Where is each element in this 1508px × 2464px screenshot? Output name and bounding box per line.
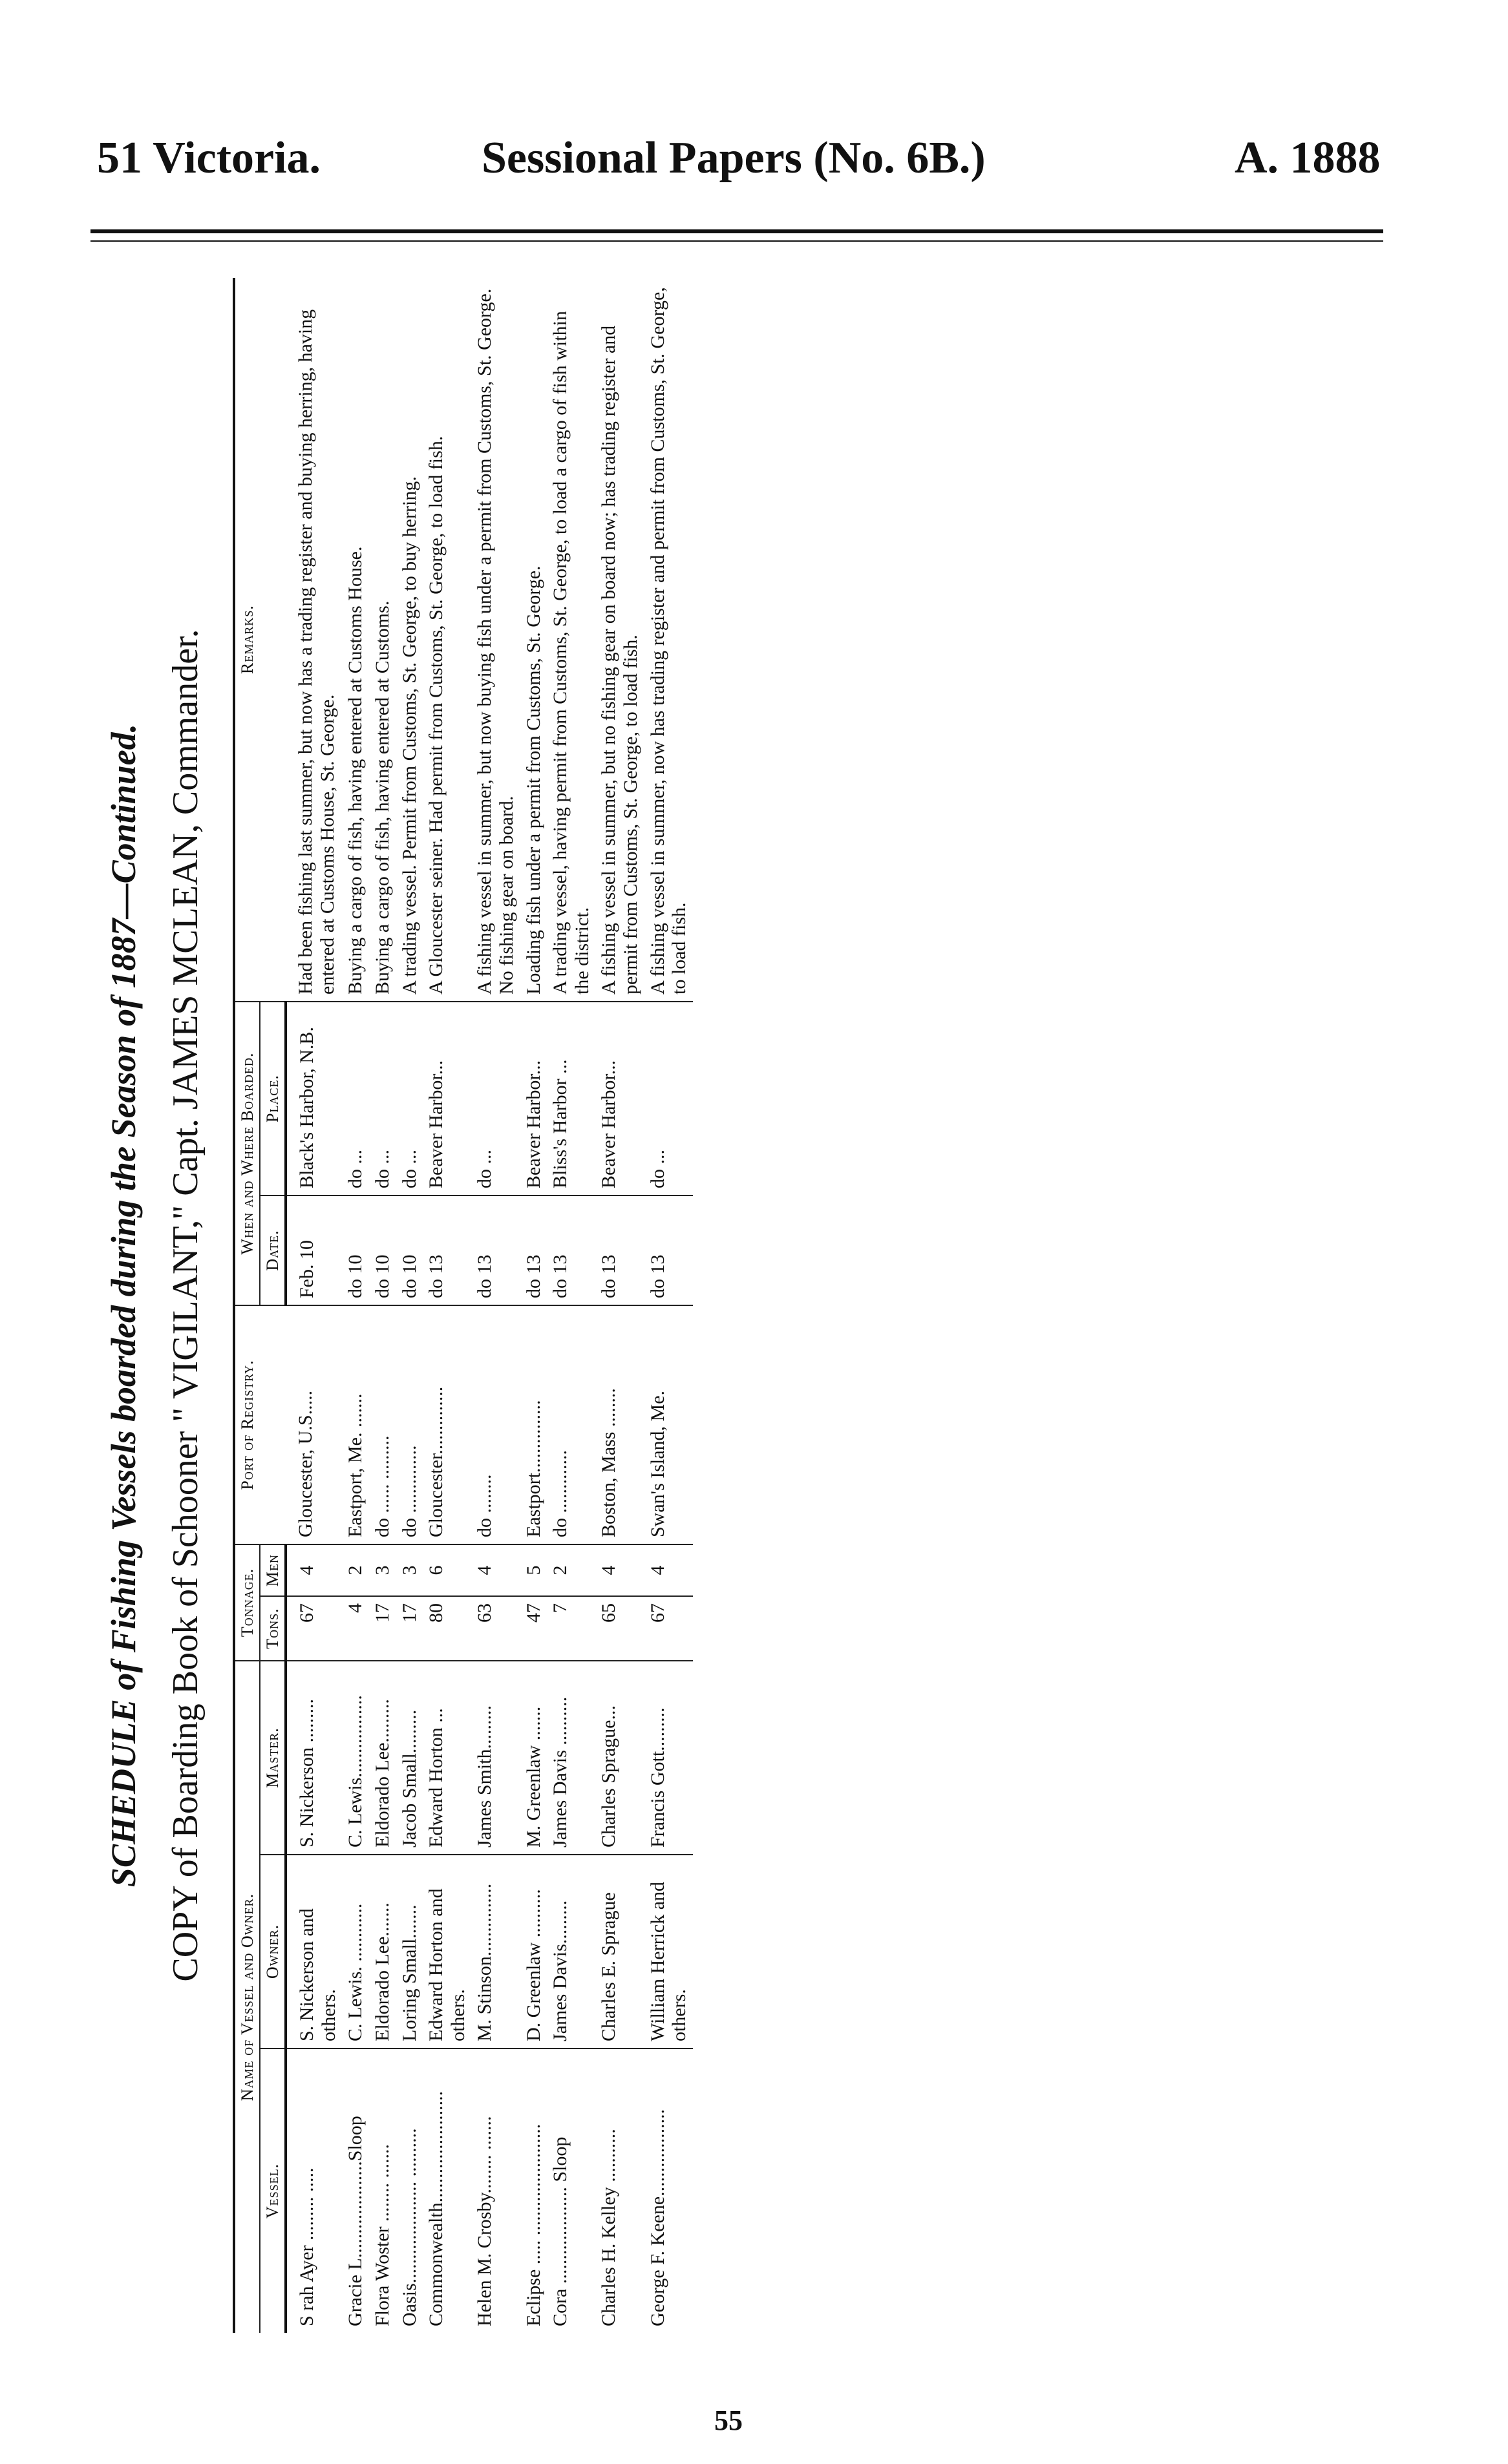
cell-remarks: Buying a cargo of fish, having entered at Customs. xyxy=(369,278,396,1002)
cell-owner: C. Lewis. ............ xyxy=(342,1855,369,2048)
cell-master: Edward Horton ... xyxy=(423,1661,471,1855)
cell-tons: 7 xyxy=(547,1596,595,1661)
col-tons: Tons. xyxy=(260,1596,286,1661)
table-row xyxy=(471,278,520,2333)
cell-remarks: A fishing vessel in summer, but now buying fish under a permit from Customs, St. George. No fishing gear on board. xyxy=(471,278,520,1002)
col-men: Men xyxy=(260,1544,286,1596)
cell-remarks: A Gloucester seiner. Had permit from Customs, St. George, to load fish. xyxy=(423,278,471,1002)
cell-tons: 80 xyxy=(423,1596,471,1661)
cell-tons: 17 xyxy=(369,1596,396,1661)
cell-place: Bliss's Harbor ... xyxy=(547,1002,595,1195)
col-place: Place. xyxy=(260,1002,286,1195)
header-group-row xyxy=(234,278,260,2333)
table-row xyxy=(520,278,547,2333)
header-center: Sessional Papers (No. 6B.) xyxy=(482,133,986,183)
cell-remarks: A fishing vessel in summer, now has trading register and permit from Customs, St. George, to load fish. xyxy=(644,278,693,1002)
col-master: Master. xyxy=(260,1661,286,1855)
cell-date: Feb. 10 xyxy=(286,1195,342,1305)
cell-remarks: A fishing vessel in summer, but no fishing gear on board now; has trading register and permit from Customs, St. George, to load fish. xyxy=(595,278,644,1002)
cell-date: do 13 xyxy=(520,1195,547,1305)
table-row xyxy=(595,278,644,2333)
cell-vessel: Charles H. Kelley ........... xyxy=(598,2129,620,2326)
cell-men: 2 xyxy=(547,1544,595,1596)
cell-date: do 13 xyxy=(644,1195,693,1305)
cell-place: do ... xyxy=(342,1002,369,1195)
col-group-vessel-owner: Name of Vessel and Owner. xyxy=(234,1661,260,2333)
cell-vessel: George F. Keene.................. xyxy=(646,2109,668,2326)
cell-remarks: Buying a cargo of fish, having entered at Customs House. xyxy=(342,278,369,1002)
cell-port: do ........ xyxy=(471,1305,520,1544)
cell-master: Jacob Small......... xyxy=(396,1661,423,1855)
cell-master: Francis Gott......... xyxy=(644,1661,693,1855)
cell-port: Eastport............... xyxy=(520,1305,547,1544)
cell-men: 4 xyxy=(644,1544,693,1596)
cell-port: do .............. xyxy=(396,1305,423,1544)
table-row xyxy=(396,278,423,2333)
cell-owner: D. Greenlaw .......... xyxy=(520,1855,547,2048)
cell-owner: M. Stinson............... xyxy=(471,1855,520,2048)
schedule-subtitle: COPY of Boarding Book of Schooner " VIGILANT," Capt. JAMES MCLEAN, Commander. xyxy=(165,629,206,1982)
cell-tons: 63 xyxy=(471,1596,520,1661)
cell-master: James Davis .......... xyxy=(547,1661,595,1855)
cell-tons: 65 xyxy=(595,1596,644,1661)
cell-men: 6 xyxy=(423,1544,471,1596)
cell-date: do 13 xyxy=(471,1195,520,1305)
cell-date: do 13 xyxy=(423,1195,471,1305)
table-row xyxy=(342,278,369,2333)
cell-remarks: Loading fish under a permit from Customs, St. George. xyxy=(520,278,547,1002)
cell-vessel: Flora Woster ........ ....... xyxy=(372,2143,393,2326)
cell-men: 4 xyxy=(471,1544,520,1596)
cell-place: Beaver Harbor... xyxy=(595,1002,644,1195)
cell-master: S. Nickerson ......... xyxy=(286,1661,342,1855)
cell-date: do 10 xyxy=(396,1195,423,1305)
schedule-table xyxy=(233,278,693,2333)
cell-vessel: Gracie L....................Sloop xyxy=(345,2116,366,2326)
cell-master: Charles Sprague... xyxy=(595,1661,644,1855)
cell-vessel: Helen M. Crosby........ ....... xyxy=(474,2116,496,2326)
cell-date: do 13 xyxy=(595,1195,644,1305)
cell-port: Boston, Mass ........ xyxy=(595,1305,644,1544)
cell-port: do ............. xyxy=(547,1305,595,1544)
cell-place: do ... xyxy=(471,1002,520,1195)
cell-master: C. Lewis................. xyxy=(342,1661,369,1855)
cell-men: 4 xyxy=(286,1544,342,1596)
cell-men: 4 xyxy=(595,1544,644,1596)
col-port: Port of Registry. xyxy=(234,1305,286,1544)
col-vessel: Vessel. xyxy=(260,2048,286,2333)
cell-owner: Edward Horton and others. xyxy=(423,1855,471,2048)
cell-place: do ... xyxy=(396,1002,423,1195)
cell-port: Swan's Island, Me. xyxy=(644,1305,693,1544)
table-row xyxy=(369,278,396,2333)
cell-tons: 47 xyxy=(520,1596,547,1661)
cell-place: Black's Harbor, N.B. xyxy=(286,1002,342,1195)
header-rule xyxy=(90,229,1383,233)
rotated-schedule xyxy=(103,258,1364,2352)
cell-vessel: Oasis..................... .......... xyxy=(398,2128,420,2326)
cell-owner: James Davis......... xyxy=(547,1855,595,2048)
cell-remarks: Had been fishing last summer, but now has a trading register and buying herring, having entered at Customs House, St. George. xyxy=(286,278,342,1002)
cell-men: 3 xyxy=(396,1544,423,1596)
cell-owner: William Herrick and others. xyxy=(644,1855,693,2048)
page-number: 55 xyxy=(714,2405,743,2436)
cell-place: do ... xyxy=(644,1002,693,1195)
cell-place: Beaver Harbor... xyxy=(520,1002,547,1195)
table-row xyxy=(644,278,693,2333)
cell-place: do ... xyxy=(369,1002,396,1195)
cell-owner: Loring Small....... xyxy=(396,1855,423,2048)
cell-date: do 13 xyxy=(547,1195,595,1305)
cell-remarks: A trading vessel. Permit from Customs, St. George, to buy herring. xyxy=(396,278,423,1002)
cell-owner: Charles E. Sprague xyxy=(595,1855,644,2048)
cell-vessel: Eclipse ..... ....................... xyxy=(522,2123,544,2326)
header-rule-thin xyxy=(90,240,1383,242)
cell-vessel: Cora .................... Sloop xyxy=(549,2136,571,2326)
cell-tons: 67 xyxy=(286,1596,342,1661)
cell-men: 5 xyxy=(520,1544,547,1596)
cell-master: Eldorado Lee......... xyxy=(369,1661,396,1855)
cell-tons: 4 xyxy=(342,1596,369,1661)
cell-master: James Smith......... xyxy=(471,1661,520,1855)
cell-tons: 67 xyxy=(644,1596,693,1661)
cell-port: do ...... ......... xyxy=(369,1305,396,1544)
col-owner: Owner. xyxy=(260,1855,286,2048)
cell-master: M. Greenlaw ....... xyxy=(520,1661,547,1855)
schedule-title: SCHEDULE of Fishing Vessels boarded during the Season of 1887—Continued. xyxy=(104,723,143,1888)
cell-port: Gloucester.............. xyxy=(423,1305,471,1544)
header-right: A. 1888 xyxy=(1235,133,1381,183)
col-remarks: Remarks. xyxy=(234,278,286,1002)
header-left: 51 Victoria. xyxy=(97,133,321,183)
cell-men: 2 xyxy=(342,1544,369,1596)
col-date: Date. xyxy=(260,1195,286,1305)
cell-date: do 10 xyxy=(369,1195,396,1305)
cell-port: Eastport, Me. ....... xyxy=(342,1305,369,1544)
cell-remarks: A trading vessel, having permit from Customs, St. George, to load a cargo of fish within the district. xyxy=(547,278,595,1002)
cell-place: Beaver Harbor... xyxy=(423,1002,471,1195)
cell-vessel: S rah Ayer ......... ..... xyxy=(296,2167,318,2326)
cell-port: Gloucester, U.S..... xyxy=(286,1305,342,1544)
cell-vessel: Commonwealth....................... xyxy=(425,2090,447,2326)
cell-men: 3 xyxy=(369,1544,396,1596)
cell-owner: S. Nickerson and others. xyxy=(286,1855,342,2048)
col-group-when-where: When and Where Boarded. xyxy=(234,1002,260,1305)
table-row xyxy=(423,278,471,2333)
cell-tons: 17 xyxy=(396,1596,423,1661)
col-group-tonnage: Tonnage. xyxy=(234,1544,260,1661)
cell-date: do 10 xyxy=(342,1195,369,1305)
cell-owner: Eldorado Lee....... xyxy=(369,1855,396,2048)
table-row xyxy=(547,278,595,2333)
table-row xyxy=(286,278,342,2333)
